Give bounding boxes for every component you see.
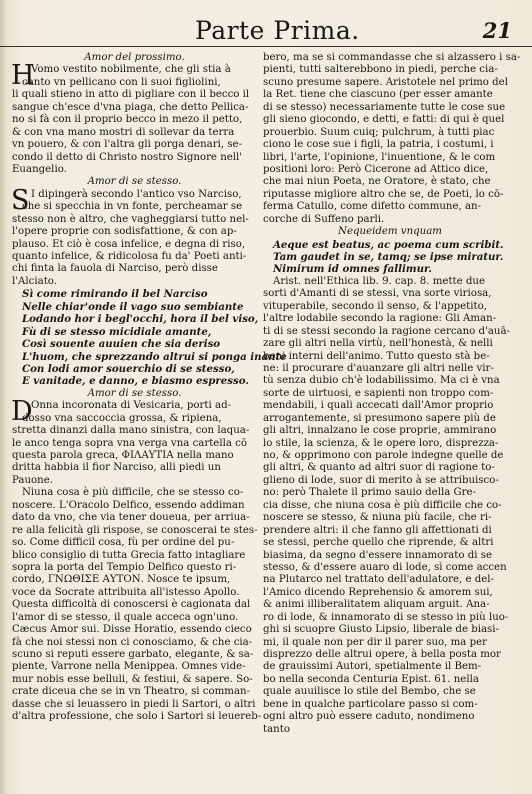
text-line: ciono le cose sue i figli, la patria, i costumi, i (263, 139, 494, 151)
text-line: glieno di lode, suor di merito à se attribuisco- (263, 474, 499, 486)
text-line: beni interni dell'animo. Tutto questo stà be- (263, 350, 490, 362)
line-text: I dipingerà secondo l'antico vso Narciso, (31, 188, 242, 200)
text-line: Cæcus Amor sui. Disse Horatio, essendo cieco (12, 624, 252, 636)
text-line: stretta dinanzi dalla mano sinistra, con laqua- (12, 425, 250, 437)
text-line: bero, ma se si commandasse che si alzassero i sa- (263, 52, 521, 63)
text-line: & animi illiberalitatem aliquam arguit. Ana- (263, 599, 490, 611)
text-line: l'Amico dicendo Reprehensio & amorem sui, (263, 586, 493, 598)
drop-cap: S (11, 184, 30, 216)
text-line: gli altri, & quanto ad altri suor di ragione to- (263, 462, 495, 474)
text-line: mur nobis esse belluli, & festiui, & sapere. So- (12, 673, 253, 685)
text-line: Niuna cosa è più difficile, che se stesso co- (22, 487, 244, 499)
text-line: re alla felicità gli rispose, se conoscerai te stes- (12, 524, 258, 536)
verse-line: Aeque est beatus, ac poema cum scribit. (273, 238, 504, 251)
text-line: stesso, & d'essere auaro di lode, sì come accen (263, 561, 507, 573)
text-line: cia disse, che niuna cosa è più difficile che co- (263, 499, 502, 511)
text-line: disprezzo delle altrui opere, à bella posta mor (263, 649, 501, 660)
text-line: no, & opprimono con parole indegne quelle de (263, 450, 504, 461)
text-line: libri, l'arte, l'opinione, l'inuentione, & le com (263, 151, 496, 163)
text-line: piente, Varrone nella Menippea. Omnes vide- (12, 661, 246, 673)
text-line: Euangelio. (12, 163, 67, 175)
text-line: scuno si reputi essere garbato, elegante, & sa- (12, 649, 254, 660)
left-column (11, 52, 287, 724)
text-line: sopra la porta del Tempio Delfico questo ri- (12, 561, 237, 573)
verse-line: Nimirum id omnes fallimur. (273, 263, 432, 276)
verse-line: Così souente auuien che sia deriso (22, 338, 221, 351)
verse-line: Lodando hor i begl'occhi, hora il bel viso, (22, 313, 259, 326)
text-line: quanto infelice, & ridicolosa fu da' Poeti anti- (12, 251, 247, 262)
text-line: l'opere proprie con sodisfattione, & con ap- (12, 226, 237, 238)
text-line: tanto (263, 723, 290, 735)
text-line: Pauone. (12, 474, 53, 486)
text-line: di se stesso) necessariamente tutte le cose sue (263, 101, 506, 113)
text-line: le anco tenga sopra vna verga vna cartella cō (12, 437, 248, 449)
text-line: l'Alciato. (12, 275, 57, 287)
section-heading: Nequeidem vnquam (338, 226, 442, 238)
text-line: canto vn pellicano con li suoi figliolini, (22, 76, 221, 88)
text-line: mi, il quale non per dir il parer suo, ma per (263, 636, 488, 648)
page-gutter (0, 0, 7, 794)
verse-line: Sì come rimirando il bel Narciso (22, 288, 208, 301)
text-line: sangue ch'esce d'vna piaga, che detto Pellica- (12, 101, 249, 113)
text-line: na Plutarco nel trattato dell'adulatore, e del- (263, 574, 494, 586)
text-line: Questa difficoltà di conoscersi è cagionata dal (12, 599, 251, 611)
text-line: so. Come difficil cosa, fù per ordine del pu- (12, 537, 235, 549)
text-line: & con vna mano mostri di sollevar da terra (12, 126, 235, 138)
text-line: fà che noi stessi non ci conosciamo, & che cia- (12, 636, 253, 648)
text-line: cordo, ΓΝΩΘΙΣΕ ΑΥΤΟΝ. Nosce te ipsum, (12, 574, 231, 586)
text-line: dasse che si leuassero in piedi li Sartori, o altri (12, 698, 256, 710)
text-line: se stessi, perche quello che riprende, & altri (263, 537, 494, 549)
text-line: stesso non è altro, che vagheggiarsi tutto nel- (12, 213, 249, 225)
text-line: li quali stieno in atto di pigliare con il becco il (12, 89, 250, 101)
verse-line: Fù di se stesso micidiale amante, (22, 325, 212, 338)
text-line: Arist. nell'Ethica lib. 9. cap. 8. mette due (273, 275, 486, 287)
text-line: ghi si scuopre Giusto Lipsio, liberale de biasi- (263, 624, 499, 636)
page-number: 21 (482, 18, 512, 43)
text-line: condo il detto di Christo nostro Signore nell' (12, 151, 243, 163)
text-line: noscere se stesso, & niuna più facile, che ri- (263, 512, 492, 524)
text-line: la Ret. tiene che ciascuno (per esser amante (263, 89, 493, 101)
text-line: l'amor di se stesso, il quale acceca ogn'uno. (12, 611, 239, 623)
text-line: sorti d'Amanti di se stessi, vna sorte viriosa, (263, 288, 492, 300)
drop-cap: D (11, 396, 33, 428)
text-line: blico consiglio di tutta Grecia fatto intagliare (12, 549, 246, 561)
text-line: l'altre lodabile secondo la ragione: Gli Aman- (263, 313, 497, 325)
text-line: gli sieno giocondo, e detti, e fatti: di qui è quel (263, 114, 505, 126)
text-line: corche di Suffeno parli. (263, 213, 385, 225)
section-heading: Amor del prossimo. (84, 52, 185, 63)
section-heading: Amor di se stesso. (87, 176, 182, 188)
text-line: ne: il procurare d'auanzare gli altri nelle vir- (263, 362, 494, 374)
text-line: scuno presume sapere. Aristotele nel primo del (263, 76, 508, 88)
text-line: sorte de uirtuosi, e sapienti non troppo com- (263, 387, 494, 399)
text-line: ti di se stessi secondo la ragione cercano d'auā- (263, 325, 511, 337)
text-line: tù senza dubio ch'è lodabilissimo. Ma ci è vna (263, 375, 500, 387)
text-line: riputasse migliore altro che se, de Poeti, lo cō- (263, 188, 504, 200)
text-line: che si specchia in vn fonte, percheamar se (22, 201, 243, 213)
text-line: positioni loro: Però Cicerone ad Attico dice, (263, 163, 489, 175)
text-line: vn pouero, & con l'altra gli porga denari, se- (12, 139, 243, 151)
text-line: pienti, tutti salterebbono in piedi, perche cia- (263, 64, 498, 76)
text-line: bene in qualche particolare passo si com- (263, 698, 478, 710)
text-line: zare gli altri nella virtù, nell'honestà, & nelli (263, 338, 493, 350)
text-line: no si fà con il proprio becco in mezo il petto, (12, 114, 243, 126)
text-line: vituperabile, secondo il senso, & l'appetito, (263, 300, 487, 312)
text-line: lo stile, la scienza, & le opere loro, disprezza- (263, 437, 499, 449)
text-line: d'altra professione, che solo i Sartori si leuereb- (12, 711, 262, 723)
text-line: che mai niun Poeta, ne Oratore, è stato, che (263, 176, 491, 188)
text-line: ferma Catullo, come difetto commune, an- (263, 201, 482, 213)
page-header (0, 12, 532, 47)
text-line: mendabili, i quali accecati dall'Amor proprio (263, 400, 494, 412)
text-line: gli altri, innalzano le cose proprie, ammirano (263, 425, 497, 437)
section-heading: Amor di se stesso. (87, 387, 182, 399)
text-line: dritta habbia il fior Narciso, alli piedi un (12, 462, 221, 474)
verse-line: Tam gaudet in se, tamq; se ipse miratur. (273, 251, 504, 263)
text-line: biasima, da segno d'essere innamorato di se (263, 549, 492, 561)
line-text: Onna incoronata di Vesicaria, porti ad- (31, 400, 232, 412)
text-line: dato da vno, che via tener doueua, per arriua- (12, 512, 250, 524)
verse-line: Nelle chiar'onde il vago suo sembiante (22, 300, 244, 313)
right-column (263, 52, 521, 736)
text-line: questa parola greca, ΦΙΛΑΥΤΙΑ nella mano (12, 450, 234, 461)
text-line: plauso. Et ciò è cosa infelice, e degna di riso, (12, 238, 246, 250)
text-line: prouerbio. Suum cuiq; pulchrum, à tutti piac (263, 126, 495, 138)
verse-line: E vanitade, e danno, e biasmo espresso. (22, 375, 249, 388)
verse-line: Con lodi amor souerchio di se stesso, (22, 362, 235, 375)
text-line: arrogantemente, si presumono sapere più de (263, 412, 496, 424)
text-line: quale auuilisce lo stile del Bembo, che se (263, 686, 476, 698)
text-line: prendere altri: il che fanno gli affettionati di (263, 524, 492, 536)
text-line: ro di lode, & innamorato di se stesso in più luo- (263, 611, 509, 623)
drop-cap: H (11, 60, 35, 92)
text-line: no: però Thalete il primo sauio della Gre- (263, 487, 477, 499)
verse-line: L'huom, che sprezzando altrui si ponga inante (22, 350, 287, 363)
text-line: ogni altro può essere caduto, nondimeno (263, 711, 475, 723)
line-text: Vomo vestito nobilmente, che gli stia à (31, 64, 231, 76)
text-line: dosso vna saccoccia grossa, & ripiena, (22, 412, 222, 424)
text-line: crate diceua che se in vn Theatro, si comman- (12, 686, 251, 698)
text-line: de grauissimi Autori, spetialmente il Bem- (263, 661, 482, 673)
text-line: chi finta la fauola di Narciso, però disse (12, 263, 218, 275)
running-head: Parte Prima. (195, 16, 360, 45)
text-line: noscere. L'Oracolo Delfico, essendo addiman (12, 499, 245, 511)
text-line: voce da Socrate attribuita all'istesso Apollo. (12, 586, 240, 598)
text-line: bo nella seconda Centuria Epist. 61. nella (263, 673, 479, 685)
